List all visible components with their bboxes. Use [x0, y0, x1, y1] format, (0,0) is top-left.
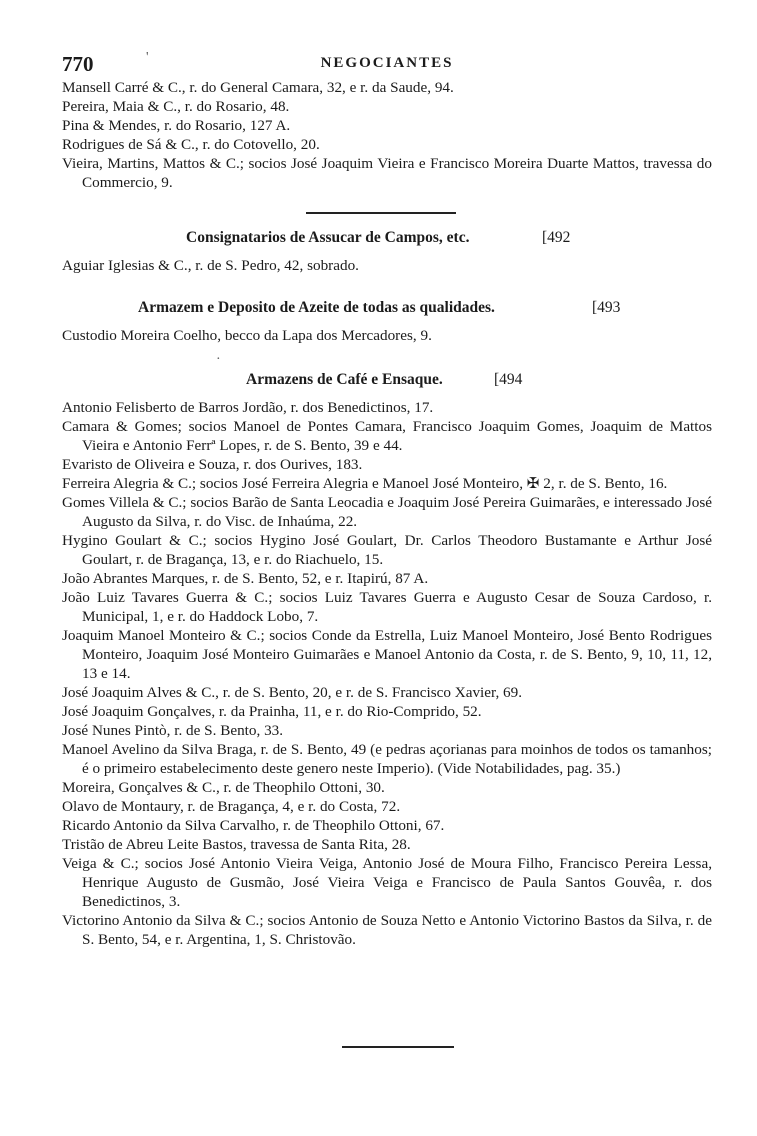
section-consignatarios: [62, 228, 712, 275]
entry: Evaristo de Oliveira e Souza, r. dos Ourives, 183.: [62, 456, 363, 473]
print-speck: ': [146, 50, 149, 65]
section-azeite: [62, 298, 712, 345]
entry: Pereira, Maia & C., r. do Rosario, 48.: [62, 98, 290, 115]
entry: Aguiar Iglesias & C., r. de S. Pedro, 42, sobrado.: [62, 257, 359, 274]
entry: Vieira, Martins, Mattos & C.; socios José Joaquim Vieira e Francisco Moreira Duarte Mattos, travessa do Commercio, 9.: [62, 155, 712, 191]
section-number: [492: [542, 229, 571, 246]
print-speck: ·: [216, 352, 221, 367]
entry: Ferreira Alegria & C.; socios José Ferreira Alegria e Manoel José Monteiro, ✠ 2, r. de S. Bento, 16.: [62, 475, 668, 492]
section-heading: [62, 370, 712, 390]
entry: Ricardo Antonio da Silva Carvalho, r. de Theophilo Ottoni, 67.: [62, 817, 445, 834]
section-number: [493: [592, 299, 621, 316]
entry: Victorino Antonio da Silva & C.; socios Antonio de Souza Netto e Antonio Victorino Bastos da Silva, r. de S. Bento, 54, e r. Argentina, 1, S. Christovão.: [62, 912, 712, 948]
entry: João Luiz Tavares Guerra & C.; socios Luiz Tavares Guerra e Augusto Cesar de Souza Cardoso, r. Municipal, 1, e r. do Haddock Lobo, 7.: [62, 589, 712, 625]
section-cafe: [62, 370, 712, 949]
entry: Tristão de Abreu Leite Bastos, travessa de Santa Rita, 28.: [62, 836, 411, 853]
entry: Custodio Moreira Coelho, becco da Lapa dos Mercadores, 9.: [62, 327, 432, 344]
entry: Mansell Carré & C., r. do General Camara, 32, e r. da Saude, 94.: [62, 79, 454, 96]
entry: José Joaquim Gonçalves, r. da Prainha, 11, e r. do Rio-Comprido, 52.: [62, 703, 482, 720]
divider-rule: [306, 212, 456, 214]
page-header: [62, 52, 712, 78]
entry: Gomes Villela & C.; socios Barão de Santa Leocadia e Joaquim José Pereira Guimarães, e interessado José Augusto da Silva, r. do Visc. de Inhaúma, 22.: [62, 494, 712, 530]
section-heading: [62, 298, 712, 318]
entry: José Joaquim Alves & C., r. de S. Bento, 20, e r. de S. Francisco Xavier, 69.: [62, 684, 523, 701]
entry: João Abrantes Marques, r. de S. Bento, 52, e r. Itapirú, 87 A.: [62, 570, 429, 587]
entry: Veiga & C.; socios José Antonio Vieira Veiga, Antonio José de Moura Filho, Francisco Pereira Lessa, Henrique Augusto de Gusmão, José Vieira Veiga e Francisco de Paula Santos Gouvêa, r. dos Benedictinos, 3.: [62, 855, 712, 910]
entry: Moreira, Gonçalves & C., r. de Theophilo Ottoni, 30.: [62, 779, 385, 796]
section-title: Armazem e Deposito de Azeite de todas as qualidades.: [138, 299, 495, 316]
entry: Rodrigues de Sá & C., r. do Cotovello, 20.: [62, 136, 320, 153]
entry: Olavo de Montaury, r. de Bragança, 4, e r. do Costa, 72.: [62, 798, 401, 815]
section-title: Consignatarios de Assucar de Campos, etc.: [186, 229, 470, 246]
section-title: Armazens de Café e Ensaque.: [246, 371, 443, 388]
entry: Pina & Mendes, r. do Rosario, 127 A.: [62, 117, 291, 134]
entry: Manoel Avelino da Silva Braga, r. de S. Bento, 49 (e pedras açorianas para moinhos de todos os tamanhos; é o primeiro estabelecimento deste genero neste Imperio). (Vide Notabilidades, pag. 35.): [62, 741, 712, 777]
section-heading: [62, 228, 712, 248]
entry: Camara & Gomes; socios Manoel de Pontes Camara, Francisco Joaquim Gomes, Joaquim de Mattos Vieira e Antonio Ferrª Lopes, r. de S. Bento, 39 e 44.: [62, 418, 712, 454]
entry: Hygino Goulart & C.; socios Hygino José Goulart, Dr. Carlos Theodoro Bustamante e Arthur José Goulart, r. de Bragança, 13, e r. do Riachuelo, 15.: [62, 532, 712, 568]
running-title: NEGOCIANTES: [320, 55, 454, 71]
entry: Joaquim Manoel Monteiro & C.; socios Conde da Estrella, Luiz Manoel Monteiro, José Bento Rodrigues Monteiro, Joaquim José Monteiro Guimarães e Manoel Antonio da Costa, r. de S. Bento, 9, 10, 11, 12, 13 e 14.: [62, 627, 712, 682]
section-number: [494: [494, 371, 523, 388]
divider-rule: [342, 1046, 454, 1048]
entry: Antonio Felisberto de Barros Jordão, r. dos Benedictinos, 17.: [62, 399, 434, 416]
intro-entries: [62, 78, 712, 192]
page-number: 770: [62, 52, 94, 76]
entry: José Nunes Pintò, r. de S. Bento, 33.: [62, 722, 284, 739]
